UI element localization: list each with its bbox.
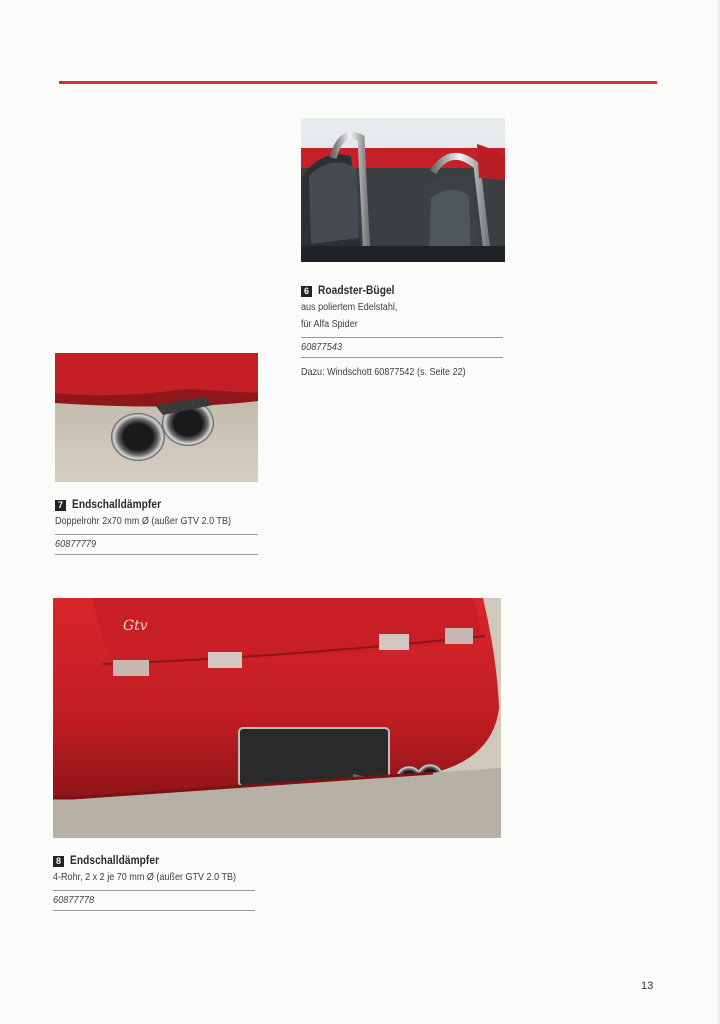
photo-double-exhaust bbox=[55, 353, 258, 482]
caption-head bbox=[301, 285, 503, 297]
caption-head bbox=[55, 499, 258, 511]
item-desc-line: aus poliertem Edelstahl, bbox=[301, 301, 398, 313]
part-number: 60877543 bbox=[301, 337, 503, 358]
item-number-badge: 8 bbox=[53, 856, 64, 867]
item-title: Endschalldämpfer bbox=[70, 855, 160, 867]
photo-quad-exhaust-rear bbox=[53, 598, 501, 838]
svg-text:Gtv: Gtv bbox=[123, 618, 148, 634]
item-desc-line: Doppelrohr 2x70 mm Ø (außer GTV 2.0 TB) bbox=[55, 515, 231, 527]
caption-head bbox=[53, 855, 255, 867]
caption-item-6 bbox=[301, 285, 503, 378]
top-red-rule bbox=[59, 81, 657, 84]
item-desc-line: 4-Rohr, 2 x 2 je 70 mm Ø (außer GTV 2.0 TB) bbox=[53, 871, 237, 883]
item-number-badge: 7 bbox=[55, 500, 66, 511]
caption-item-7 bbox=[55, 499, 258, 555]
item-title: Endschalldämpfer bbox=[72, 499, 162, 511]
item-extra-note: Dazu: Windschott 60877542 (s. Seite 22) bbox=[301, 366, 466, 378]
part-number: 60877778 bbox=[53, 890, 255, 911]
photo-roadster-bars bbox=[301, 118, 505, 262]
item-number-badge: 6 bbox=[301, 286, 312, 297]
item-desc-line: für Alfa Spider bbox=[301, 318, 358, 330]
page-edge-shadow bbox=[716, 0, 720, 1024]
part-number: 60877779 bbox=[55, 534, 258, 555]
caption-item-8 bbox=[53, 855, 255, 911]
page-number: 13 bbox=[641, 980, 654, 992]
item-title: Roadster-Bügel bbox=[318, 285, 395, 297]
